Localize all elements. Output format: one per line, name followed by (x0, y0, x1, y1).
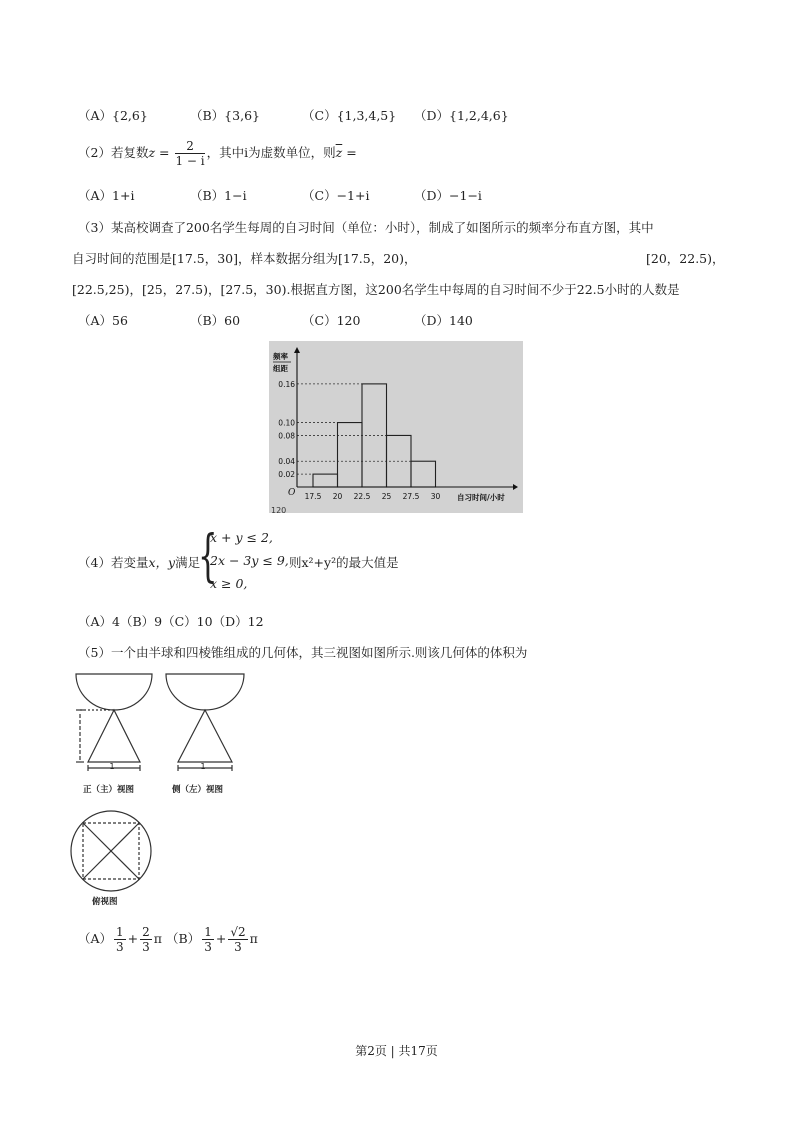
x-tick-label-2: 22.5 (353, 492, 371, 501)
side-dim-label: 1 (200, 762, 206, 771)
q3-line-3: [22.5,25)，[25，27.5)，[27.5，30).根据直方图，这200名学生中每周的自习时间不少于22.5小时的人数是 (72, 282, 680, 297)
x-tick-label-0: 17.5 (304, 492, 322, 501)
q5-a-d1: 3 (116, 940, 124, 954)
y-tick-label-4: 0.02 (278, 470, 295, 480)
bar-0 (313, 474, 338, 487)
q3-line-2a: 自习时间的范围是[17.5，30]，样本数据分组为[17.5，20)， (72, 251, 417, 266)
q3-option-d: （D）140 (414, 313, 473, 328)
q4-options: （A）4（B）9（C）10（D）12 (78, 614, 264, 629)
y-tick-label-3: 0.04 (278, 457, 295, 467)
x-tick-label-1: 20 (332, 492, 343, 501)
origin-label: O (288, 488, 296, 498)
q5-a-frac2 (140, 926, 152, 953)
q5-b-plus: + (215, 931, 227, 946)
q5-b-d1: 3 (204, 940, 212, 954)
q5-b-frac2 (228, 926, 247, 953)
q5-options (78, 926, 258, 953)
q5-a-d2: 3 (142, 940, 150, 954)
q5-a-pi: π (153, 931, 163, 946)
q5-option-a-label: （A） (78, 931, 113, 946)
q2-z-eq: z = (148, 145, 170, 160)
side-pyramid (178, 710, 232, 762)
y-axis-arrow (294, 347, 300, 353)
q3-line-2b: [20，22.5)， (646, 251, 725, 266)
corner-mark: 120 (271, 506, 287, 513)
q5-stem: （5）一个由半球和四棱锥组成的几何体，其三视图如图所示.则该几何体的体积为 (78, 645, 528, 660)
q2-option-c: （C）−1+i (302, 188, 370, 203)
q3-option-c: （C）120 (302, 313, 361, 328)
q5-b-n1: 1 (204, 925, 212, 939)
q3-option-b: （B）60 (190, 313, 241, 328)
q1-option-b: （B）{3,6} (190, 108, 260, 123)
x-axis-label: 自习时间/小时 (457, 493, 505, 502)
top-view (71, 811, 151, 891)
front-hemisphere (76, 674, 152, 710)
q1-option-d: （D）{1,2,4,6} (414, 108, 509, 123)
y-tick-label-1: 0.10 (278, 418, 295, 428)
q5-b-n2: √2 (230, 925, 246, 939)
q5-option-b-label: （B） (166, 931, 201, 946)
side-view-label: 侧（左）视图 (172, 785, 224, 795)
q5-a-frac1 (114, 926, 126, 953)
y-label-bottom: 组距 (273, 364, 288, 373)
q3-option-a: （A）56 (78, 313, 128, 328)
q4-constraint-2: 2x − 3y ≤ 9, (210, 553, 289, 568)
q2-option-b: （B）1−i (190, 188, 247, 203)
x-tick-label-3: 25 (381, 492, 392, 501)
q2-option-d: （D）−1−i (414, 188, 482, 203)
q2-prefix: （2）若复数 (78, 145, 149, 160)
x-tick-label-5: 30 (430, 492, 441, 501)
bar-4 (411, 461, 436, 487)
q4-constraint-1: x + y ≤ 2, (210, 530, 273, 545)
q4-constraint-3: x ≥ 0, (210, 576, 248, 591)
q1-option-c: （C）{1,3,4,5} (302, 108, 397, 123)
q2-zbar: $\overline{z}$ (335, 145, 343, 160)
page-footer: 第2页 | 共17页 (355, 1044, 438, 1058)
histogram-photo (269, 341, 523, 513)
x-tick-label-4: 27.5 (402, 492, 420, 501)
q5-b-frac1 (202, 926, 214, 953)
q5-b-pi: π (249, 931, 258, 946)
front-pyramid (88, 710, 140, 762)
q2-option-a: （A）1+i (78, 188, 135, 203)
q2-middle: ，其中i为虚数单位，则 (206, 145, 336, 160)
q5-a-n1: 1 (116, 925, 124, 939)
side-hemisphere (166, 674, 244, 710)
front-dim-label: 1 (109, 762, 115, 771)
front-view (76, 674, 152, 771)
histogram-chart (269, 341, 523, 513)
x-axis-arrow (513, 484, 518, 490)
bar-1 (338, 423, 363, 487)
q2-eq: = (346, 145, 357, 160)
q2-numerator: 2 (175, 140, 204, 154)
front-view-label: 正（主）视图 (83, 785, 135, 795)
top-view-label: 俯视图 (92, 897, 118, 907)
q3-line-1: （3）某高校调查了200名学生每周的自习时间（单位：小时），制成了如图所示的频率分布直方图，其中 (78, 220, 654, 235)
three-view-figure (66, 668, 266, 918)
q5-b-d2: 3 (234, 940, 242, 954)
q4-brace: { (198, 524, 218, 589)
q4-vars: x，y (148, 555, 176, 570)
q5-a-plus: + (127, 931, 139, 946)
q4-suffix: 则x²+y²的最大值是 (289, 555, 399, 570)
q5-a-n2: 2 (142, 925, 150, 939)
y-tick-label-2: 0.08 (278, 431, 295, 441)
q2-denominator: 1 − i (175, 154, 205, 168)
y-tick-label-0: 0.16 (278, 379, 295, 389)
q4-prefix-text: （4）若变量 (78, 555, 149, 570)
q4-satisfy: 满足 (175, 555, 201, 570)
q2-stem (78, 140, 357, 167)
side-view (166, 674, 244, 771)
q1-option-a: （A）{2,6} (78, 108, 148, 123)
y-label-top: 频率 (273, 352, 288, 361)
q4-prefix (78, 553, 200, 571)
q2-fraction (175, 140, 204, 167)
